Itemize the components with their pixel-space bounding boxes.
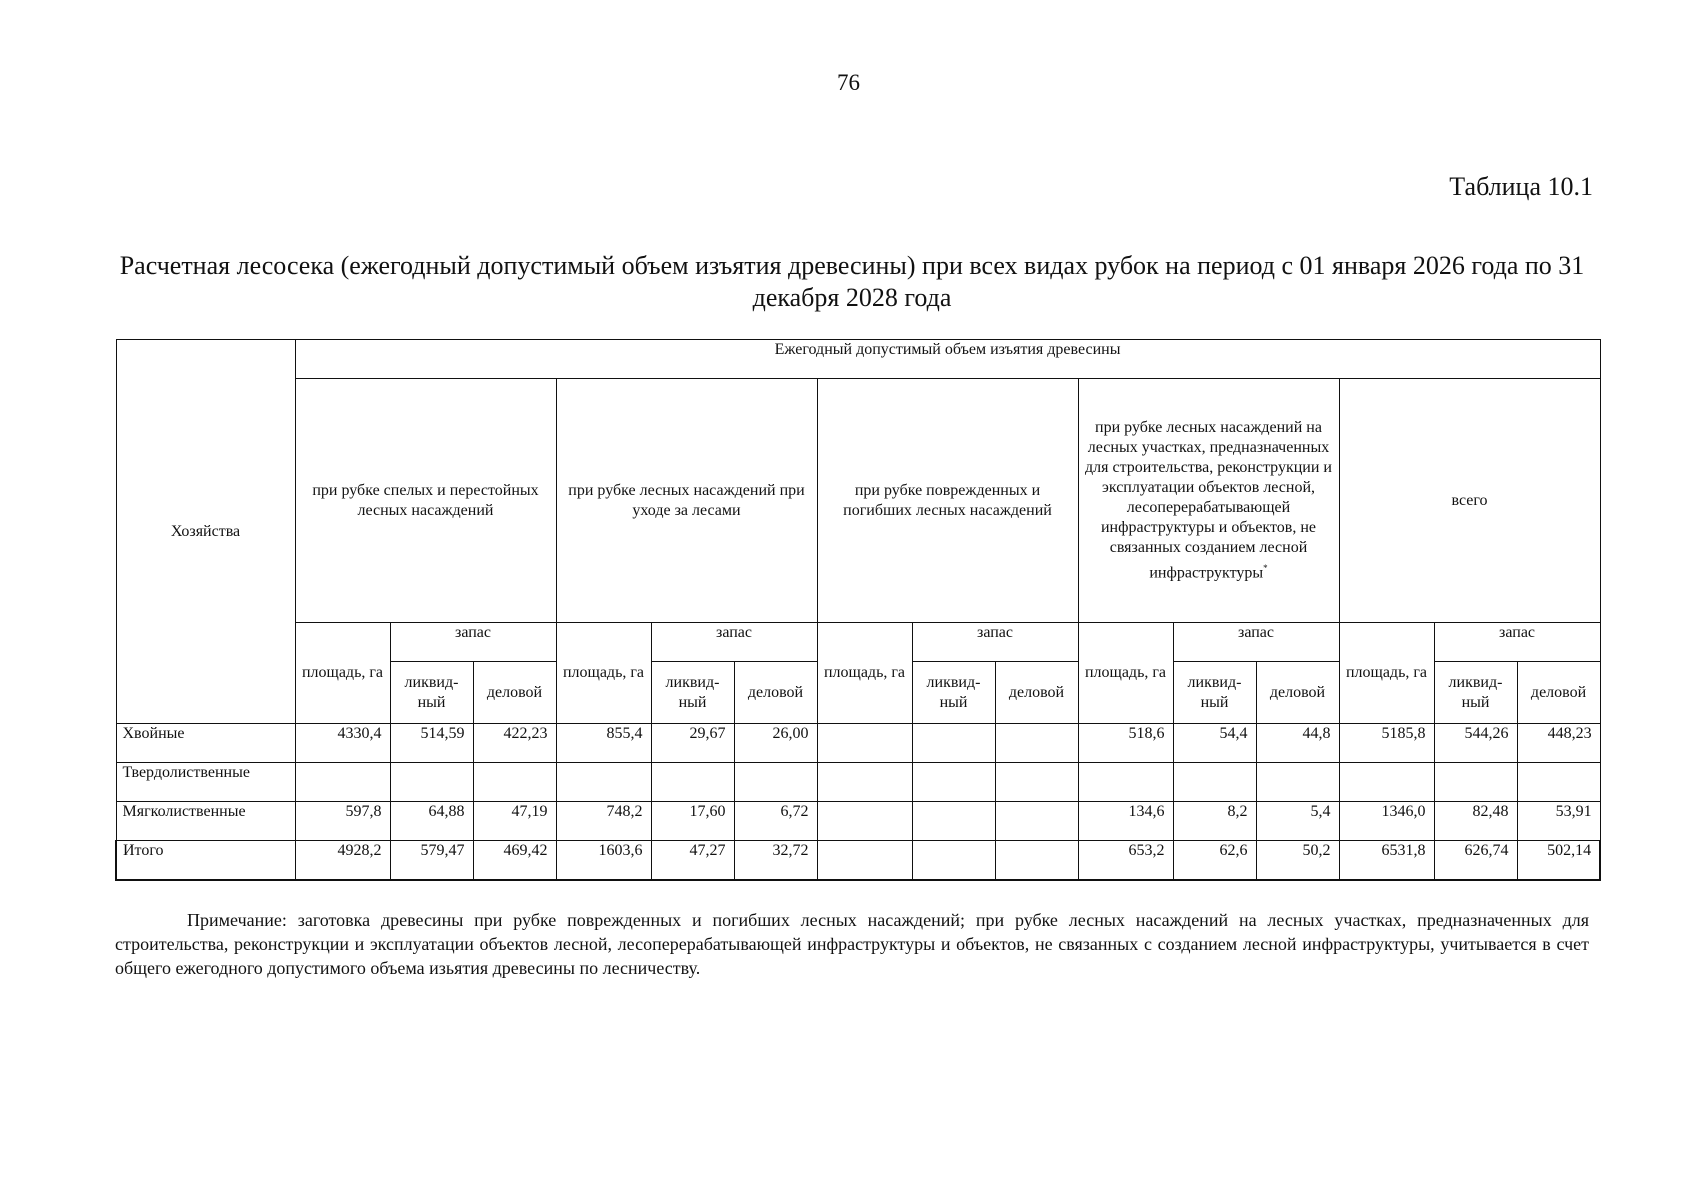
header-business: деловой [734, 662, 817, 724]
table-cell: 855,4 [556, 724, 651, 763]
header-business: деловой [995, 662, 1078, 724]
table-cell [817, 763, 912, 802]
header-liquid: ликвид-ный [1434, 662, 1517, 724]
header-area: площадь, га [556, 623, 651, 724]
table-cell: 62,6 [1173, 841, 1256, 880]
table-cell: 653,2 [1078, 841, 1173, 880]
table-cell [995, 763, 1078, 802]
table-cell [1256, 763, 1339, 802]
table-cell: 5185,8 [1339, 724, 1434, 763]
table-cell: 597,8 [295, 802, 390, 841]
table-cell [817, 802, 912, 841]
table-cell [912, 802, 995, 841]
table-cell: 5,4 [1256, 802, 1339, 841]
table-cell [912, 724, 995, 763]
header-stock: запас [1434, 623, 1600, 662]
table-body [116, 724, 1600, 880]
row-name: Твердолиственные [116, 763, 295, 802]
table-note: Примечание: заготовка древесины при рубке поврежденных и погибших лесных насаждений; при рубке лесных насаждений на лесных участках, предназначенных для строительства, реконструкции и эксплуатации объектов лесной, лесоперерабатывающей инфраструктуры и объектов, не связанных с созданием лесной инфраструктуры, учитывается в счет общего ежегодного допустимого объема изьятия древесины по лесничеству. [115, 910, 1589, 978]
header-area: площадь, га [1078, 623, 1173, 724]
table-cell [556, 763, 651, 802]
header-liquid: ликвид-ный [912, 662, 995, 724]
header-stock: запас [651, 623, 817, 662]
row-name: Мягколиственные [116, 802, 295, 841]
header-business: деловой [1517, 662, 1600, 724]
table-row [116, 724, 1600, 763]
header-area: площадь, га [1339, 623, 1434, 724]
table-cell [1517, 763, 1600, 802]
header-farm: Хозяйства [116, 340, 295, 724]
table-cell: 502,14 [1517, 841, 1600, 880]
header-group-infrastructure [1078, 379, 1339, 623]
table-cell: 134,6 [1078, 802, 1173, 841]
table-cell [295, 763, 390, 802]
header-liquid: ликвид-ный [390, 662, 473, 724]
table-cell: 29,67 [651, 724, 734, 763]
table-cell [390, 763, 473, 802]
table-cell [651, 763, 734, 802]
table-cell [912, 763, 995, 802]
table-cell: 514,59 [390, 724, 473, 763]
table-label: Таблица 10.1 [1449, 172, 1593, 201]
table-cell [995, 724, 1078, 763]
table-cell: 82,48 [1434, 802, 1517, 841]
table-cell [1078, 763, 1173, 802]
header-liquid: ликвид-ный [651, 662, 734, 724]
document-title: Расчетная лесосека (ежегодный допустимый объем изъятия древесины) при всех видах рубок на период с 01 января 2026 года по 31 декабря 2028 года [119, 251, 1585, 312]
table-cell: 6,72 [734, 802, 817, 841]
header-group-mature: при рубке спелых и перестойных лесных насаждений [295, 379, 556, 623]
header-area: площадь, га [817, 623, 912, 724]
table-cell: 53,91 [1517, 802, 1600, 841]
table-cell: 47,27 [651, 841, 734, 880]
header-area: площадь, га [295, 623, 390, 724]
table-cell: 54,4 [1173, 724, 1256, 763]
header-stock: запас [912, 623, 1078, 662]
table-cell [1173, 763, 1256, 802]
table-cell: 422,23 [473, 724, 556, 763]
table-cell: 26,00 [734, 724, 817, 763]
table-cell [995, 802, 1078, 841]
row-name: Итого [116, 841, 295, 880]
header-group-infrastructure-text: при рубке лесных насаждений на лесных участках, предназначенных для строительства, реконструкции и эксплуатации объектов лесной, лесоперерабатывающей инфраструктуры и объектов, не связанных созданием лесной инфраструктуры [1085, 418, 1332, 582]
header-liquid: ликвид-ный [1173, 662, 1256, 724]
header-group-damaged: при рубке поврежденных и погибших лесных насаждений [817, 379, 1078, 623]
header-stock: запас [390, 623, 556, 662]
header-stock: запас [1173, 623, 1339, 662]
table-cell [1339, 763, 1434, 802]
page-number: 76 [837, 70, 860, 95]
table-cell: 544,26 [1434, 724, 1517, 763]
header-main: Ежегодный допустимый объем изъятия древесины [295, 340, 1600, 379]
table-cell: 748,2 [556, 802, 651, 841]
table-cell: 50,2 [1256, 841, 1339, 880]
table-cell: 579,47 [390, 841, 473, 880]
table-row [116, 802, 1600, 841]
table-cell: 64,88 [390, 802, 473, 841]
table-row [116, 841, 1600, 880]
table-cell: 17,60 [651, 802, 734, 841]
table-cell: 6531,8 [1339, 841, 1434, 880]
table-cell [1434, 763, 1517, 802]
row-name: Хвойные [116, 724, 295, 763]
table-cell [995, 841, 1078, 880]
table-cell: 47,19 [473, 802, 556, 841]
table-cell: 626,74 [1434, 841, 1517, 880]
table-cell: 448,23 [1517, 724, 1600, 763]
header-group-care: при рубке лесных насаждений при уходе за лесами [556, 379, 817, 623]
table-cell: 8,2 [1173, 802, 1256, 841]
forest-harvest-table [115, 339, 1601, 881]
table-cell: 4928,2 [295, 841, 390, 880]
table-cell: 32,72 [734, 841, 817, 880]
table-cell: 518,6 [1078, 724, 1173, 763]
table-cell [473, 763, 556, 802]
table-cell: 1603,6 [556, 841, 651, 880]
footnote-mark: * [1263, 562, 1268, 573]
table-cell: 44,8 [1256, 724, 1339, 763]
table-cell: 4330,4 [295, 724, 390, 763]
table-cell: 469,42 [473, 841, 556, 880]
header-business: деловой [473, 662, 556, 724]
table-cell [817, 841, 912, 880]
table-cell: 1346,0 [1339, 802, 1434, 841]
header-business: деловой [1256, 662, 1339, 724]
header-group-total: всего [1339, 379, 1600, 623]
table-cell [912, 841, 995, 880]
table-cell [734, 763, 817, 802]
table-row [116, 763, 1600, 802]
table-cell [817, 724, 912, 763]
